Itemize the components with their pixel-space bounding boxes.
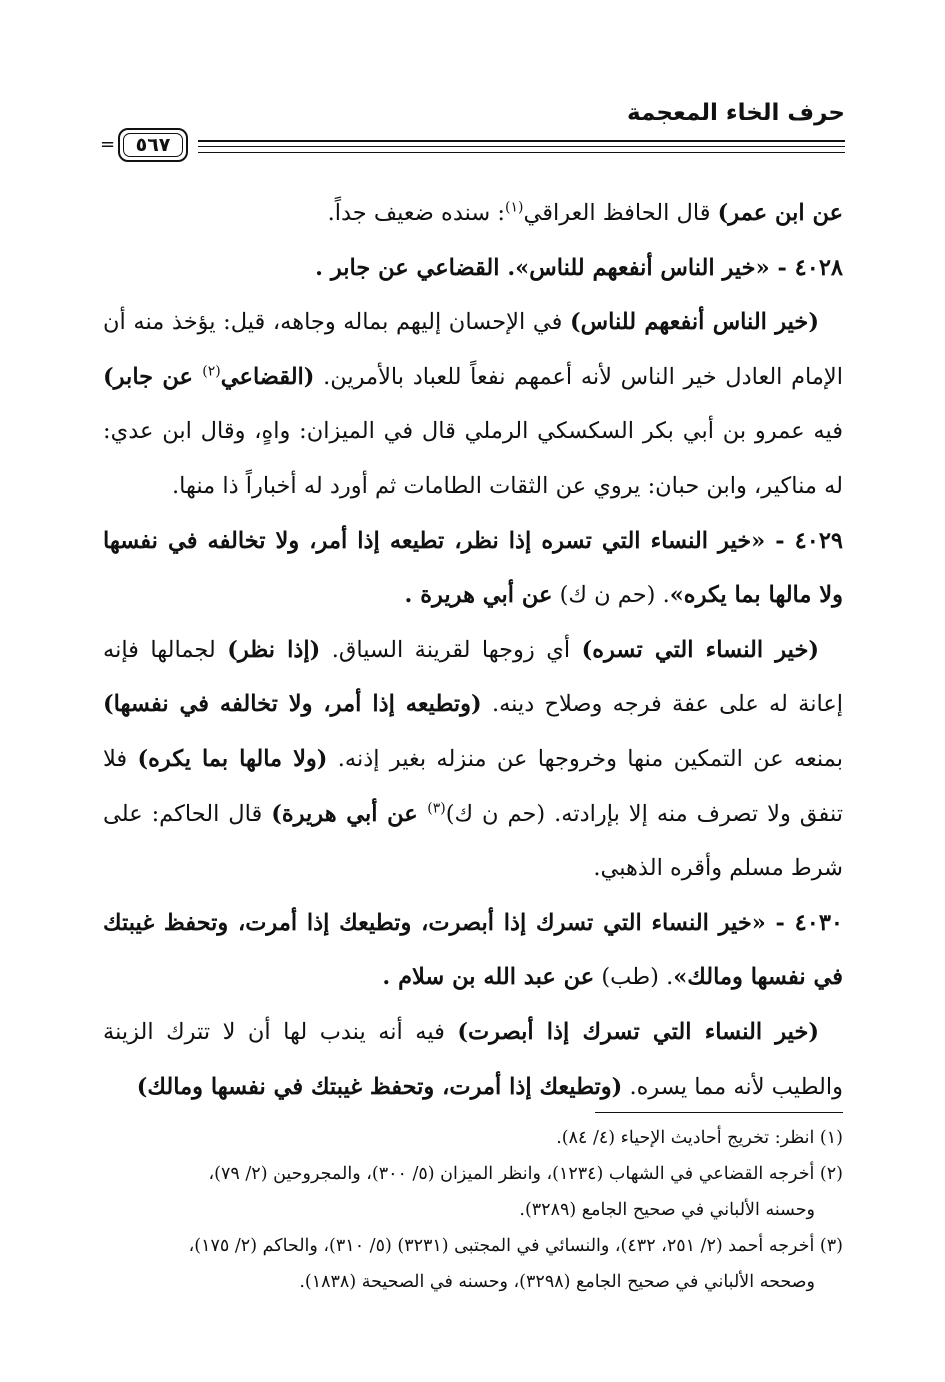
- text-segment: قال الحافظ العراقي: [523, 200, 718, 226]
- footnote-2: (٢) أخرجه القضاعي في الشهاب (١٢٣٤)، وانظر الميزان (٥/ ٣٠٠)، والمجروحين (٢/ ٧٩)،: [208, 1164, 843, 1184]
- bold-text-segment: (خير النساء التي تسره): [581, 636, 819, 663]
- text-segment: في الإحسان إليهم بماله وجاهه، قيل: يؤخذ منه أن الإمام العادل خير الناس لأنه أعمهم نفعاً للعباد بالأمرين.: [103, 309, 843, 390]
- bold-text-segment: عن جابر): [103, 363, 203, 390]
- header-rule: [198, 146, 845, 147]
- footnote-3: (٣) أخرجه أحمد (٢/ ٢٥١، ٤٣٢)، والنسائي في المجتبى (٣٢٣١) (٥/ ٣١٠)، والحاكم (٢/ ١٧٥)،: [188, 1236, 843, 1256]
- text-segment: أي زوجها لقرينة السياق.: [320, 636, 582, 663]
- footnote-3-continued: وصححه الألباني في صحيح الجامع (٣٢٩٨)، وحسنه في الصحيحة (١٨٣٨).: [299, 1272, 815, 1292]
- commentary-paragraph: [103, 1005, 843, 1114]
- page-number-frame: [118, 128, 188, 162]
- bold-text-segment: عن ابن عمر): [717, 200, 843, 226]
- bold-text-segment: (خير النساء التي تسرك إذا أبصرت): [457, 1018, 820, 1045]
- commentary-paragraph: [103, 295, 843, 513]
- bold-text-segment: ٤٠٢٩ - «خير النساء التي تسره إذا نظر، تطيعه إذا أمر، ولا تخالفه في نفسها ولا مالها بما يكره»: [103, 527, 843, 609]
- text-segment: . (طب): [594, 964, 674, 991]
- page-number: ٥٦٧: [135, 134, 171, 156]
- text-segment: فيه عمرو بن أبي بكر السكسكي الرملي قال في الميزان: واهٍ، وقال ابن عدي: له مناكير، وابن حبان: يروي عن الثقات الطامات ثم أورد له أخباراً ذا منها.: [103, 418, 843, 499]
- main-text: [103, 186, 843, 1114]
- bold-text-segment: ٤٠٢٨ - «خير الناس أنفعهم للناس». القضاعي عن جابر .: [315, 254, 843, 281]
- header-ornament: =: [100, 134, 116, 155]
- text-segment: فلا تنفق ولا تصرف منه إلا بإرادته.: [103, 745, 843, 827]
- text-segment: قال الحاكم: على شرط مسلم وأقره الذهبي.: [103, 800, 843, 882]
- hadith-entry: [103, 514, 843, 623]
- footnote-2-continued: وحسنه الألباني في صحيح الجامع (٣٢٨٩).: [519, 1200, 815, 1220]
- bold-text-segment: (القضاعي: [220, 363, 315, 390]
- commentary-paragraph: [103, 186, 843, 241]
- footnote-separator: [595, 1112, 843, 1113]
- hadith-entry: [103, 896, 843, 1005]
- bold-text-segment: عن عبد الله بن سلام .: [382, 964, 595, 991]
- commentary-paragraph: [103, 623, 843, 896]
- hadith-entry: [103, 241, 843, 296]
- bold-text-segment: (ولا مالها بما يكره): [137, 745, 328, 772]
- header-rule: [198, 152, 845, 153]
- text-segment: : سنده ضعيف جداً.: [327, 200, 506, 226]
- bold-text-segment: (خير الناس أنفعهم للناس): [569, 309, 819, 336]
- bold-text-segment: ٤٠٣٠ - «خير النساء التي تسرك إذا أبصرت، وتطيعك إذا أمرت، وتحفظ غيبتك في نفسها ومالك»: [103, 909, 843, 991]
- footnote-marker: (٢): [202, 363, 221, 380]
- footnote-1: (١) انظر: تخريج أحاديث الإحياء (٤/ ٨٤).: [556, 1128, 843, 1148]
- footnotes: [103, 1120, 843, 1300]
- bold-text-segment: عن أبي هريرة): [271, 800, 428, 827]
- text-segment: . (حم ن ك): [552, 582, 670, 609]
- bold-text-segment: (وتطيعه إذا أمر، ولا تخالفه في نفسها): [103, 691, 482, 718]
- bold-text-segment: عن أبي هريرة .: [404, 582, 553, 609]
- text-segment: بمنعه عن التمكين منها وخروجها عن منزله بغير إذنه.: [327, 745, 843, 772]
- text-segment: فيه أنه يندب لها أن لا تترك الزينة والطيب لأنه مما يسره.: [103, 1018, 843, 1100]
- running-title: حرف الخاء المعجمة: [627, 100, 845, 126]
- bold-text-segment: (وتطيعك إذا أمرت، وتحفظ غيبتك في نفسها ومالك): [136, 1073, 623, 1100]
- header-rule: [198, 140, 845, 142]
- bold-text-segment: (إذا نظر): [227, 636, 321, 663]
- text-segment: (حم ن ك): [445, 800, 546, 827]
- text-segment: لجمالها فإنه إعانة له على عفة فرجه وصلاح دينه.: [103, 636, 843, 718]
- footnote-marker: (٣): [427, 800, 446, 817]
- footnote-marker: (١): [505, 199, 524, 216]
